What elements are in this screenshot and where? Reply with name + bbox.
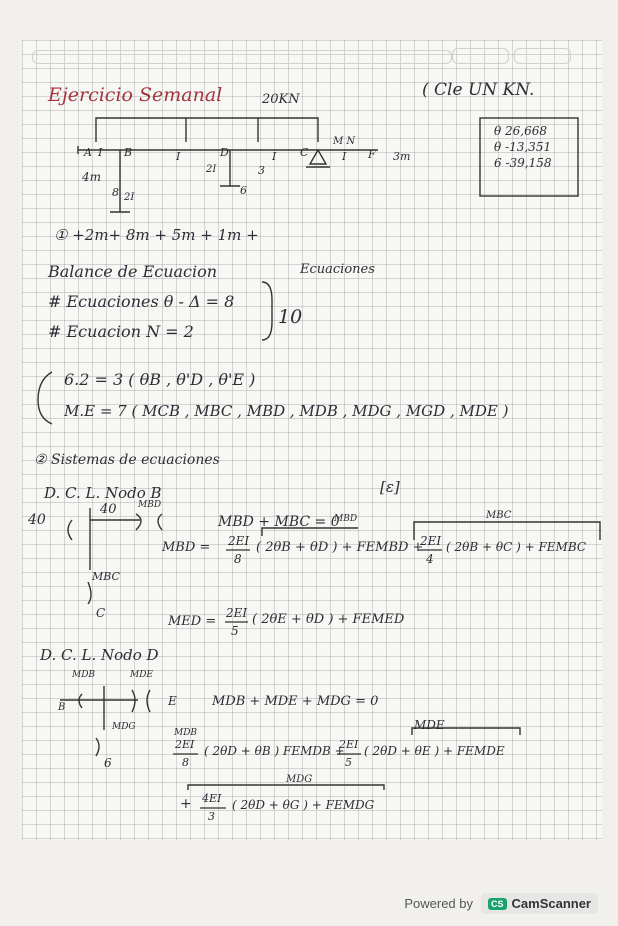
mdg-frac-num: 4EI [202, 792, 222, 805]
mdb-overbrace-label: MDB [174, 728, 198, 738]
node-d-label: D [220, 146, 229, 159]
column-node-label: 8 [112, 186, 119, 199]
balance-title: Balance de Ecuacion [48, 262, 218, 281]
powered-by-text: Powered by [404, 896, 473, 911]
mde-frac-den: 5 [345, 756, 352, 769]
inertia-label: I [272, 150, 277, 163]
node-d-curl [132, 690, 135, 712]
me-line: M.E = 7 ( MCB , MBC , MBD , MDB , MDG , MGD , MDE ) [64, 402, 509, 420]
span-dimensions: ① +2m+ 8m + 5m + 1m + [54, 226, 259, 244]
dcl-node-b: D. C. L. Nodo B [44, 484, 162, 502]
inertia-label: I [342, 150, 347, 163]
mdg-plus: + [180, 796, 192, 812]
mbd-top-label: MBD [138, 500, 162, 510]
mbc-overbrace-label: MBC [486, 510, 512, 521]
load-m-label: M N [333, 136, 356, 147]
equation-n: # Ecuacion N = 2 [48, 322, 194, 341]
mdb-expression: ( 2θD + θB ) FEMDB + [204, 744, 345, 758]
mbd-frac-num: 2EI [228, 534, 250, 548]
node-d-equilibrium: MDB + MDE + MDG = 0 [212, 694, 379, 709]
equation-total: 10 [278, 306, 303, 328]
inertia-label: I [98, 146, 103, 159]
node-d-curl [79, 694, 82, 708]
dcl-node-d: D. C. L. Nodo D [40, 646, 159, 664]
mde-frac-num: 2EI [339, 738, 359, 751]
units-note: ( Cle UN KN. [422, 80, 535, 100]
moment-40-arrow: 40 [100, 502, 117, 517]
result-line: θ 26,668 [494, 124, 548, 138]
mbc-frac-den: 4 [426, 552, 434, 566]
med-expression: ( 2θE + θD ) + FEMED [252, 612, 405, 627]
mdb-side-label: MDB [72, 670, 96, 680]
node-d-curl [96, 738, 99, 756]
mbc-frac-num: 2EI [420, 534, 442, 548]
inertia-label: I [176, 150, 181, 163]
mdb-frac-num: 2EI [175, 738, 195, 751]
column-height-label: 3 [258, 164, 265, 177]
mbd-expression: ( 2θB + θD ) + FEMBD + [256, 540, 424, 555]
node-b-moment [136, 514, 141, 530]
height-4m: 4m [82, 170, 102, 184]
cs-icon: CS [488, 898, 507, 910]
bracket-e: [ε] [380, 478, 400, 496]
node-c-label: C [300, 146, 309, 159]
node-d-moment [158, 514, 162, 530]
node-f-label: F [368, 148, 376, 161]
mbc-expression: ( 2θB + θC ) + FEMBC [446, 540, 587, 554]
exercise-title: Ejercicio Semanal [48, 84, 223, 106]
node-b-equilibrium: MBD + MBC = 0 [218, 514, 340, 530]
mbd-lhs: MBD = [162, 540, 211, 555]
camscanner-footer [404, 893, 598, 914]
med-lhs: MED = [168, 614, 217, 629]
node-b-label: B [124, 146, 133, 159]
mdb-frac-den: 8 [182, 756, 189, 769]
column-inertia-label: 2I [206, 164, 217, 175]
node-e-label: E [168, 694, 177, 708]
ecuaciones-label: Ecuaciones [300, 262, 375, 277]
mde-expression: ( 2θD + θE ) + FEMDE [364, 744, 505, 758]
node-g-label: 6 [104, 756, 112, 770]
equation-count: # Ecuaciones θ - Δ = 8 [48, 292, 235, 311]
moment-40: 40 [28, 512, 46, 528]
camscanner-brand: CamScanner [511, 896, 591, 911]
mdg-expression: ( 2θD + θG ) + FEMDG [232, 798, 375, 812]
mdg-overbrace-label: MDG [286, 774, 313, 785]
mdg-frac-den: 3 [208, 810, 215, 823]
overbrace [188, 785, 384, 790]
result-line: θ -13,351 [494, 140, 552, 154]
mde-overbrace-label: MDE [414, 718, 445, 732]
pin-support [310, 150, 326, 164]
gi-line: 6.2 = 3 ( θB , θ'D , θ'E ) [64, 370, 256, 389]
result-line: 6 -39,158 [494, 156, 552, 170]
node-b-label: B [58, 702, 66, 713]
node-c-label: C [96, 606, 106, 620]
mbd-overbrace-label: MBD [334, 514, 358, 524]
overbrace [414, 522, 600, 540]
brace-right [262, 282, 272, 340]
column-node-label: 6 [240, 184, 247, 197]
load-outline [96, 118, 318, 142]
node-a-label: A [84, 146, 92, 159]
mbd-frac-den: 8 [234, 552, 242, 566]
bracket-left [38, 372, 52, 424]
mbc-side-label: MBC [92, 570, 120, 583]
node-d-curl [147, 690, 150, 712]
med-frac-num: 2EI [226, 606, 248, 620]
height-3m: 3m [393, 150, 411, 163]
node-b-curl [68, 520, 72, 540]
column-inertia-label: 2I [124, 192, 135, 203]
load-label: 20KN [262, 92, 300, 107]
mdg-side-label: MDG [112, 722, 136, 732]
node-b-lower-moment [88, 582, 91, 604]
med-frac-den: 5 [231, 624, 239, 638]
sistemas-title: ② Sistemas de ecuaciones [34, 452, 220, 468]
mde-side-label: MDE [130, 670, 154, 680]
camscanner-logo [481, 893, 598, 914]
